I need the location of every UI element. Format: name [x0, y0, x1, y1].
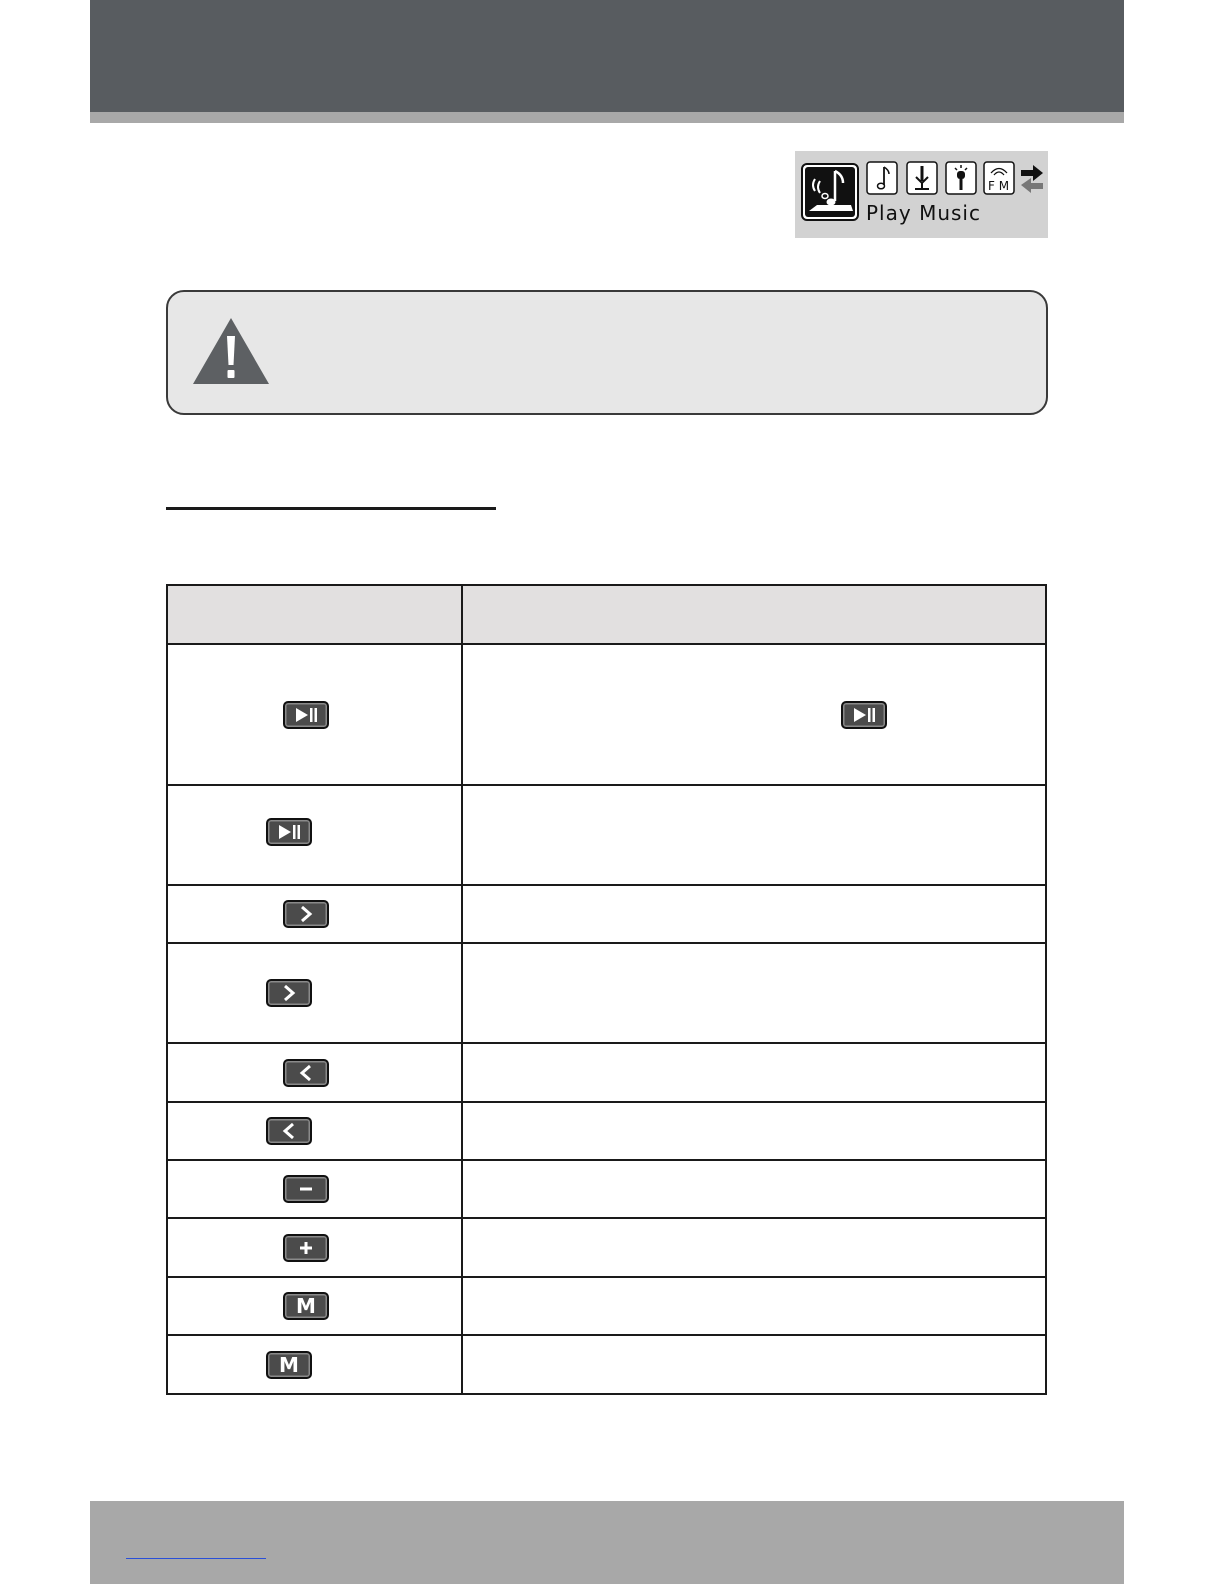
table-row: [167, 1102, 1046, 1160]
voice-icon: [945, 161, 977, 195]
table-row: [167, 1277, 1046, 1335]
table-header-row: [167, 585, 1046, 644]
table-row: [167, 1218, 1046, 1277]
description-cell: [462, 1102, 1046, 1160]
description-cell: [462, 1160, 1046, 1218]
warning-triangle-icon: [192, 316, 270, 386]
play-pause-key: [266, 818, 312, 846]
key-cell: [167, 885, 462, 943]
volume-down-key: [283, 1175, 329, 1203]
next-key: [266, 979, 312, 1007]
lcd-mode-label: Play Music: [866, 201, 981, 225]
description-cell: [462, 943, 1046, 1043]
header-cell-key: [167, 585, 462, 644]
chevron-right-icon: [279, 984, 299, 1002]
scroll-arrows-icon: [1019, 163, 1045, 195]
description-cell: [462, 1043, 1046, 1102]
record-icon: [906, 161, 938, 195]
footer-bar: [90, 1501, 1124, 1584]
play-pause-key: [283, 701, 329, 729]
key-cell: [167, 1335, 462, 1394]
description-cell: [462, 785, 1046, 885]
footer-link-underline[interactable]: [126, 1558, 266, 1559]
minus-icon: [296, 1180, 316, 1198]
table-row: [167, 1160, 1046, 1218]
menu-key: [283, 1292, 329, 1320]
key-cell: [167, 943, 462, 1043]
key-cell: [167, 1043, 462, 1102]
description-cell: [462, 1335, 1046, 1394]
key-cell: [167, 1102, 462, 1160]
next-key: [283, 900, 329, 928]
menu-key: [266, 1351, 312, 1379]
play-pause-icon: [850, 706, 878, 724]
previous-key: [266, 1117, 312, 1145]
menu-key-label: M: [279, 1352, 299, 1377]
table-row: [167, 785, 1046, 885]
table-row: [167, 1335, 1046, 1394]
description-cell: [462, 885, 1046, 943]
table-row: [167, 644, 1046, 785]
music-mode-icon: [801, 163, 859, 221]
key-cell: [167, 1277, 462, 1335]
chevron-left-icon: [279, 1122, 299, 1140]
table-row: [167, 943, 1046, 1043]
header-bar: [90, 0, 1124, 112]
chevron-right-icon: [296, 905, 316, 923]
svg-text:F M: F M: [988, 179, 1010, 193]
header-stripe: [90, 112, 1124, 123]
previous-key: [283, 1059, 329, 1087]
key-cell: [167, 1218, 462, 1277]
menu-key-label: M: [296, 1294, 316, 1318]
table-row: [167, 885, 1046, 943]
key-cell: [167, 644, 462, 785]
volume-up-key: [283, 1234, 329, 1262]
note-icon: [866, 161, 898, 195]
chevron-left-icon: [296, 1064, 316, 1082]
description-cell: [462, 1218, 1046, 1277]
lcd-screen-illustration: [795, 151, 1048, 238]
controls-table: [166, 584, 1047, 1395]
play-pause-icon: [275, 823, 303, 841]
key-cell: [167, 785, 462, 885]
plus-icon: [296, 1239, 316, 1257]
section-heading-underline: [166, 507, 496, 510]
warning-callout: [166, 290, 1048, 415]
description-cell: [462, 1277, 1046, 1335]
play-pause-icon: [292, 706, 320, 724]
fm-radio-icon: [983, 161, 1015, 195]
table-row: [167, 1043, 1046, 1102]
key-cell: [167, 1160, 462, 1218]
inline-play-pause-key: [841, 701, 887, 729]
description-cell: [462, 644, 1046, 785]
header-cell-function: [462, 585, 1046, 644]
